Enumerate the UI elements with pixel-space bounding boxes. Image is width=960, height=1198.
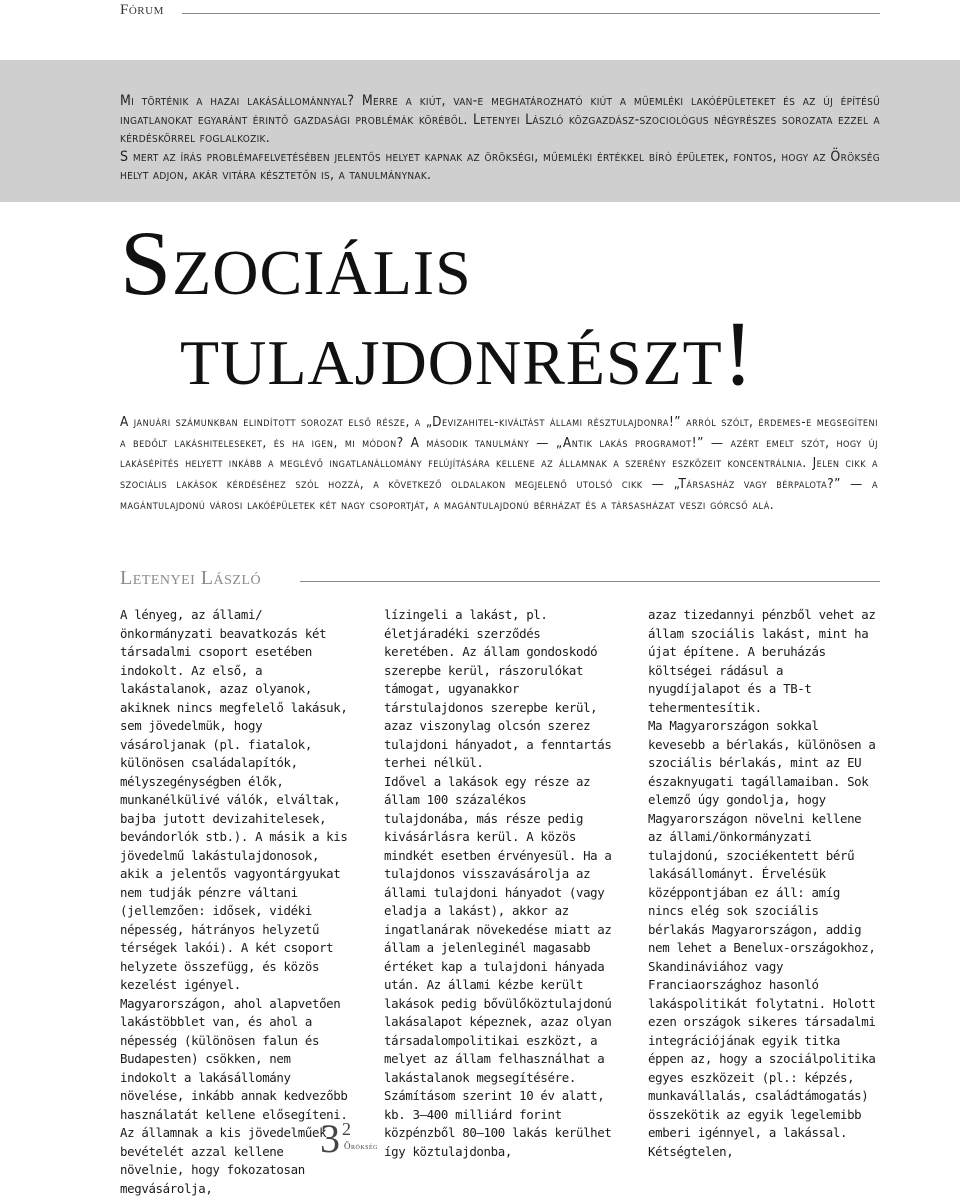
body-paragraph: Ma Magyarországon sokkal kevesebb a bérlakás, különösen a szociális bérlakás, mint az EU északnyugati tagállamaiban. Sok elemző úgy gondolja, hogy Magyarországon növelni kellene az állami/önkormányzati tulajdonú, szociékentett bérű lakásállományt. Érvelésük középpontjában ez áll: amíg nincs elég sok szociális bérlakás Magyarországon, addig nem lehet a Benelux-országokhoz, Skandináviához vagy Franciaországhoz hasonló lakáspolitikát folytatni. Holott ezen országok sikeres társadalmi integrációjának egyik titka éppen az, hogy a szociálpolitika egyes eszközeit (pl.: képzés, munkavállalás, családtámogatás) összekötik az egyik legelemibb emberi igénnyel, a lakással. Kétségtelen, [648,718,876,1159]
section-label: Fórum [120,2,164,18]
byline-rule [300,581,880,582]
body-column-1 [120,606,352,1198]
running-header [120,0,880,30]
intro-paragraph-2: S mert az írás problémafelvetésében jelentős helyet kapnak az örökségi, műemléki értékkel bíró épületek, fontos, hogy az Örökség helyt adjon, akár vitára késztetőn is, a tanulmánynak. [120,148,880,183]
article-title [120,212,880,404]
page-number-digit: 3 [320,1116,340,1161]
byline [120,567,880,591]
lead-paragraph [120,412,878,516]
intro-paragraph-1: Mi történik a hazai lakásállománnyal? Merre a kiút, van-e meghatározható kiút a műemléki lakóépületeket és az új építésű ingatlanokat egyaránt érintő gazdasági problémák köréből. Letenyei László közgazdász-szociológus négyrészes sorozata ezzel a kérdéskörrel foglalkozik. [120,93,880,146]
title-line-1: Szociális [120,212,472,314]
body-paragraph: Idővel a lakások egy része az állam 100 százalékos tulajdonába, más része pedig kivásárlásra kerül. A közös mindkét esetben érvényesül. Ha a tulajdonos visszavásárolja az állami tulajdoni hányadot (vagy eladja a lakást), akkor az ingatlanárak növekedése miatt az állam a jelenleginél magasabb értéket kap a tulajdoni hányada után. Az állami kézbe került lakások pedig bővülőköztulajdonú lakásalapot képeznek, azaz olyan társadalompolitikai eszközt, a melyet az állam felhasználhat a lakástalanok megsegítésére. Számításom szerint 10 év alatt, kb. 3–400 milliárd forint közpénzből 80–100 lakás kerülhet így köztulajdonba, [384,773,612,1159]
body-paragraph: A lényeg, az állami/önkormányzati beavatkozás két társadalmi csoport esetében indokolt. Az első, a lakástalanok, azaz olyanok, akiknek nincs megfelelő lakásuk, sem jövedelmük, hogy vásároljanak (pl. fiatalok, különösen családalapítók, mélyszegénységben élők, munkanélkülivé válók, elváltak, bajba jutott devizahitelesek, bevándorlók stb.). A másik a kis jövedelmű lakástulajdonosok, akik a jelentős vagyontárgyukat nem tudják pénzre váltani (jellemzően: idősek, vidéki népesség, hátrányos helyzetű térségek lakói). A két csoport helyzete összefügg, és közös kezelést igényel. Magyarországon, ahol alapvetően lakástöbblet van, és ahol a népesség (különösen falun és Budapesten) csökken, nem indokolt a lakásállomány növelése, inkább annak kedvezőbb használatát kellene elősegíteni. Az államnak a kis jövedelműek bevételét azzal kellene növelnie, hogy fokozatosan megvásárolja, [120,607,348,1196]
lead-text: A januári számunkban elindított sorozat első része, a „Devizahitel-kiváltást állami résztulajdonra!” arról szólt, érdemes-e megsegíteni a bedőlt lakáshiteleseket, és ha igen, mi módon? A második tanulmány — „Antik lakás programot!” — azért emelt szót, hogy új lakásépítés helyett inkább a meglévő ingatlanállomány felújítására kellene az államnak a szerény eszközeit koncentrálnia. Jelen cikk a szociális lakások kérdéséhez szól hozzá, a következő oldalakon megjelenő utolsó cikk — „Társasház vagy bérpalota?” — a magántulajdonú városi lakóépületek két nagy csoportját, a magántulajdonú bérházat és a társasházat veszi górcső alá. [120,414,878,513]
intro-box [0,60,960,202]
body-column-3 [648,606,880,1161]
body-column-2 [384,606,616,1161]
header-rule [182,13,880,14]
page-footer [320,1116,379,1165]
author-name: Letenyei László [120,567,262,589]
body-paragraph: lízingeli a lakást, pl. életjáradéki szerződés keretében. Az állam gondoskodó szerepbe kerül, rászorulókat támogat, ugyanakkor társtulajdonos szerepbe kerül, azaz viszonylag olcsón szerez tulajdoni hányadot, a fenntartás terhei nélkül. [384,607,612,770]
title-line-2: tulajdonrészt! [180,302,755,404]
body-paragraph: azaz tizedannyi pénzből vehet az állam szociális lakást, mint ha újat építene. A beruházás költségei rádásul a nyugdíjalapot és a TB-t tehermentesítik. [648,607,876,715]
magazine-name: Örökség [344,1141,379,1151]
intro-text [120,92,880,185]
page-number-superscript: 2 [342,1119,351,1139]
